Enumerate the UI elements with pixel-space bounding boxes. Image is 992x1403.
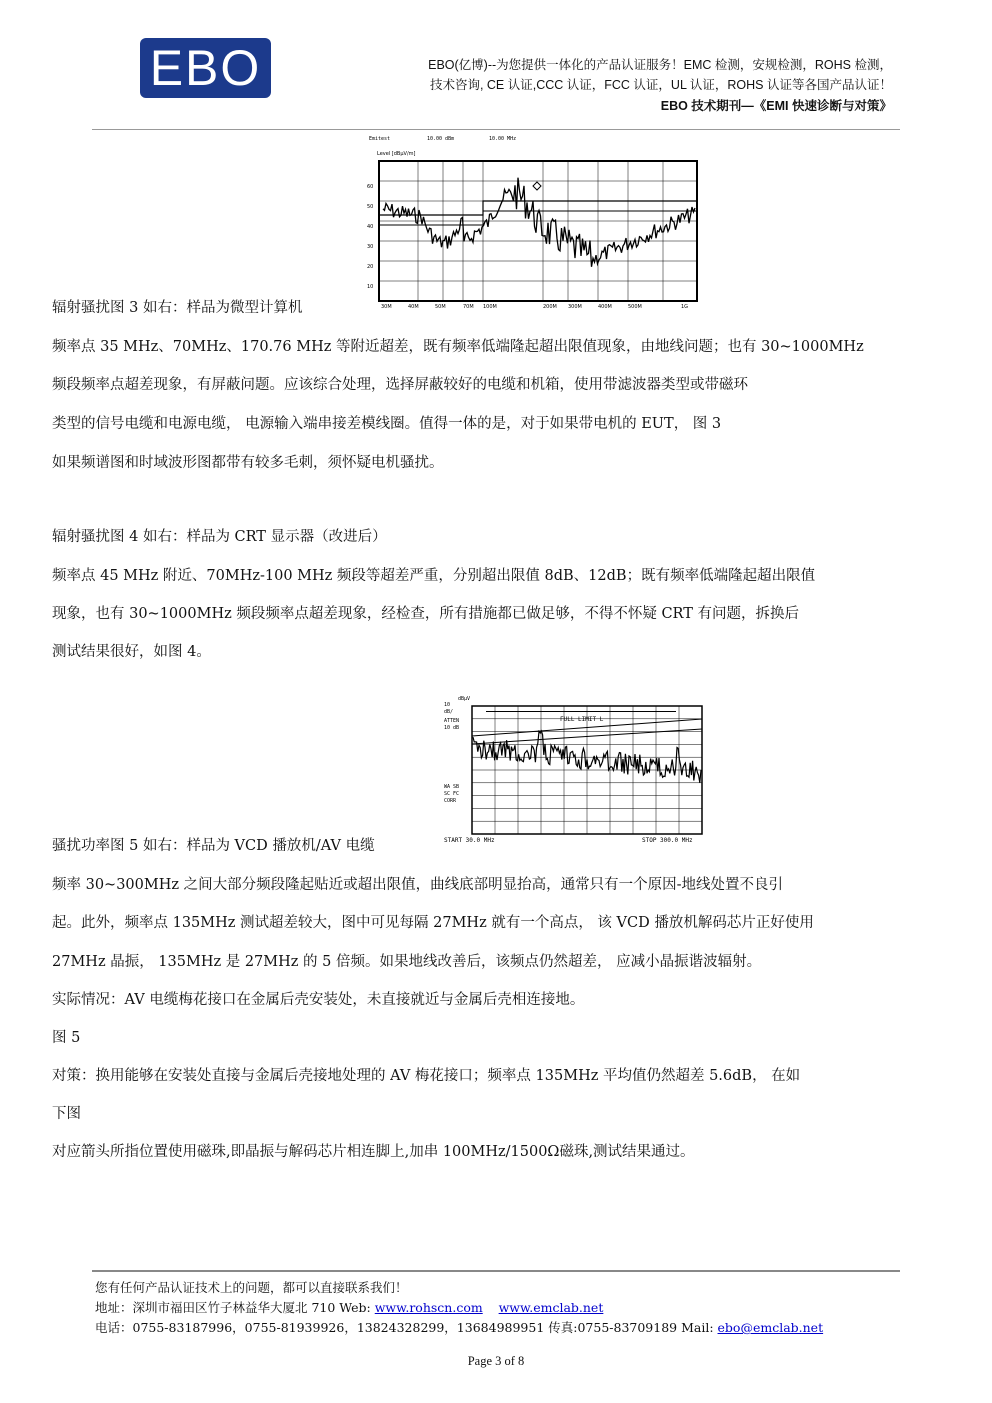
figure-3-ytick-label: 40 bbox=[367, 224, 374, 230]
figure-3-ytick-label: 10 bbox=[367, 284, 374, 290]
figure-5-top-limit-line bbox=[486, 711, 676, 712]
figure-5-left-label: dB/ bbox=[444, 709, 454, 715]
footer-address bbox=[95, 1298, 603, 1316]
figure-3-xtick-label: 50M bbox=[435, 304, 446, 310]
figure-5-limit-label: FULL LIMIT L bbox=[560, 716, 604, 723]
paragraph-line: 对策：换用能够在安装处直接与金属后壳接地处理的 AV 梅花接口；频率点 135MHz 平均值仍然超差 5.6dB， 在如 bbox=[52, 1068, 801, 1084]
paragraph-fig4-caption: 辐射骚扰图 4 如右：样品为 CRT 显示器（改进后） bbox=[52, 529, 387, 545]
figure-3-xtick-label: 100M bbox=[483, 304, 497, 310]
paragraph-line: 下图 bbox=[52, 1106, 81, 1122]
figure-3-ytick-label: 50 bbox=[367, 204, 374, 210]
paragraph-line: 测试结果很好，如图 4。 bbox=[52, 644, 211, 660]
figure-3-top-text-1: Emitest bbox=[369, 136, 391, 142]
footer-divider bbox=[92, 1270, 900, 1272]
figure-3-xtick-label: 300M bbox=[568, 304, 582, 310]
figure-3-ytick-label: 60 bbox=[367, 184, 374, 190]
paragraph-fig3-caption: 辐射骚扰图 3 如右：样品为微型计算机 bbox=[52, 300, 303, 316]
figure-5-spectrum-plot bbox=[442, 692, 708, 846]
footer-contact-intro: 您有任何产品认证技术上的问题，都可以直接联系我们！ bbox=[95, 1280, 408, 1295]
figure-3-xtick-label: 500M bbox=[628, 304, 642, 310]
footer-web-link-emclab[interactable]: www.emclab.net bbox=[498, 1300, 604, 1315]
paragraph-line: 27MHz 晶振， 135MHz 是 27MHz 的 5 倍频。如果地线改善后，该频点仍然超差， 应减小晶振谐波辐射。 bbox=[52, 954, 762, 970]
footer-spacer bbox=[483, 1300, 499, 1315]
header-line-2: 技术咨询, CE 认证,CCC 认证，FCC 认证，UL 认证，ROHS 认证等各国产品认证！ bbox=[429, 78, 892, 92]
figure-3-xtick-label: 70M bbox=[463, 304, 474, 310]
figure-5-left-label: ATTEN bbox=[444, 718, 460, 724]
header-divider bbox=[92, 129, 900, 130]
figure-5-left-label: SC FC bbox=[444, 791, 460, 797]
figure-3-plot-frame bbox=[379, 161, 697, 301]
figure-3-xtick-label: 30M bbox=[381, 304, 392, 310]
figure-3-ytick-label: 20 bbox=[367, 264, 374, 270]
footer-phone-label: 电话：0755-83187996，0755-81939926，13824328299，13684989951 传真:0755-83709189 Mail: bbox=[95, 1320, 718, 1335]
header-line-1: EBO(亿博)--为您提供一体化的产品认证服务！EMC 检测，安规检测，ROHS 检测， bbox=[428, 58, 892, 72]
paragraph-line: 频率点 45 MHz 附近、70MHz-100 MHz 频段等超差严重，分别超出限值 8dB、12dB；既有频率低端隆起超出限值 bbox=[52, 568, 816, 584]
paragraph-line: 频率点 35 MHz、70MHz、170.76 MHz 等附近超差，既有频率低端隆起超出限值现象，由地线问题；也有 30~1000MHz bbox=[52, 339, 864, 355]
page-number: Page 3 of 8 bbox=[467, 1354, 525, 1368]
paragraph-line: 实际情况：AV 电缆梅花接口在金属后壳安装处，未直接就近与金属后壳相连接地。 bbox=[52, 992, 585, 1008]
figure-3-xtick-label: 1G bbox=[681, 304, 689, 310]
figure-3-yaxis-title: Level [dBµV/m] bbox=[377, 151, 416, 157]
figure-3-xtick-label: 40M bbox=[408, 304, 419, 310]
figure-5-left-label: WA SB bbox=[444, 784, 460, 790]
paragraph-line: 起。此外，频率点 135MHz 测试超差较大，图中可见每隔 27MHz 就有一个高点， 该 VCD 播放机解码芯片正好使用 bbox=[52, 915, 814, 931]
paragraph-line: 频段频率点超差现象，有屏蔽问题。应该综合处理，选择屏蔽较好的电缆和机箱，使用带滤波器类型或带磁环 bbox=[52, 377, 748, 393]
figure-3-ytick-label: 30 bbox=[367, 244, 374, 250]
paragraph-line: 对应箭头所指位置使用磁珠,即晶振与解码芯片相连脚上,加串 100MHz/1500Ω磁珠,测试结果通过。 bbox=[52, 1144, 695, 1160]
paragraph-line: 类型的信号电缆和电源电缆， 电源输入端串接差模线圈。值得一体的是，对于如果带电机的 EUT， 图 3 bbox=[52, 416, 722, 432]
figure-5-left-label: 10 bbox=[444, 702, 451, 708]
figure-3-xtick-label: 200M bbox=[543, 304, 557, 310]
footer-phone bbox=[95, 1318, 823, 1336]
footer-web-link-rohscn[interactable]: www.rohscn.com bbox=[374, 1300, 483, 1315]
paragraph-line: 图 5 bbox=[52, 1030, 81, 1046]
figure-5-left-label: 10 dB bbox=[444, 725, 460, 731]
header-line-3: EBO 技术期刊—《EMI 快速诊断与对策》 bbox=[660, 99, 892, 113]
paragraph-line: 频率 30~300MHz 之间大部分频段隆起贴近或超出限值，曲线底部明显抬高，通常只有一个原因-地线处置不良引 bbox=[52, 877, 784, 893]
paragraph-line: 如果频谱图和时域波形图都带有较多毛刺，须怀疑电机骚扰。 bbox=[52, 455, 444, 471]
paragraph-line: 现象，也有 30~1000MHz 频段频率点超差现象，经检查，所有措施都已做足够，不得不怀疑 CRT 有问题，拆换后 bbox=[52, 606, 799, 622]
figure-5-top-label: dBµV bbox=[458, 696, 471, 702]
figure-3-top-text-2: 10.00 dBm bbox=[427, 136, 455, 142]
ebo-logo: EBO bbox=[140, 38, 271, 98]
footer-mail-link[interactable]: ebo@emclab.net bbox=[717, 1320, 824, 1335]
figure-5-start-label: START 30.0 MHz bbox=[444, 837, 495, 844]
figure-3-xtick-label: 400M bbox=[598, 304, 612, 310]
footer-address-label: 地址：深圳市福田区竹子林益华大厦北 710 Web: bbox=[95, 1300, 375, 1315]
paragraph-fig5-caption: 骚扰功率图 5 如右：样品为 VCD 播放机/AV 电缆 bbox=[52, 838, 375, 854]
figure-3-spectrum-plot bbox=[363, 131, 703, 311]
figure-5-stop-label: STOP 300.0 MHz bbox=[642, 837, 693, 844]
figure-3-top-text-3: 10.00 MHz bbox=[489, 136, 517, 142]
figure-5-left-label: CORR bbox=[444, 798, 457, 804]
